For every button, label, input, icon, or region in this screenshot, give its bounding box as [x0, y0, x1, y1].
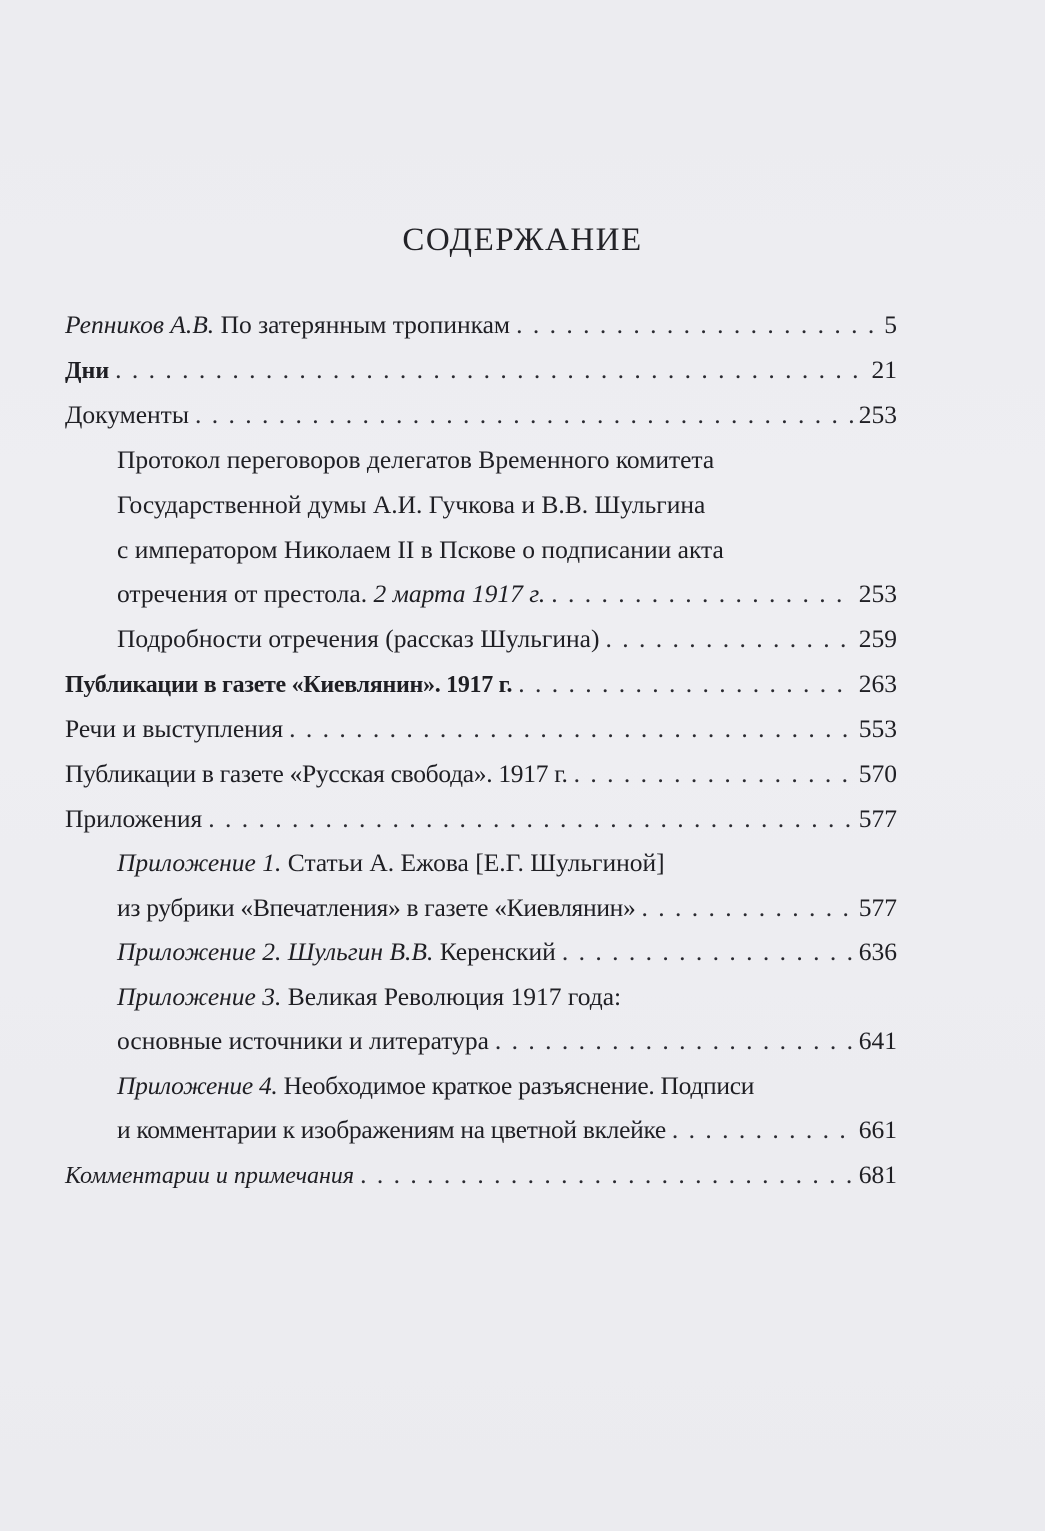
entry-title: Подробности отречения (рассказ Шульгина)	[117, 624, 600, 653]
entry-title: Дни	[65, 358, 110, 384]
entry-page-number: 570	[858, 759, 897, 788]
entry-page-number: 259	[858, 624, 897, 653]
toc-entry-speeches	[65, 709, 897, 749]
entry-page-number: 681	[858, 1160, 897, 1189]
toc-entry-protocol-line-1: Протокол переговоров делегатов Временного комитета	[117, 445, 715, 474]
leader-dots	[115, 350, 865, 390]
leader-dots	[516, 305, 878, 345]
leader-dots	[518, 664, 853, 704]
toc-entry-protocol-line-3: с императором Николаем II в Пскове о подписании акта	[117, 535, 724, 564]
toc-entry-foreword	[65, 305, 897, 345]
toc-entry-appendix-3-line-2: основные источники и литература . . . 641	[117, 1021, 897, 1061]
entry-page-number: 253	[858, 579, 897, 608]
appendix-label: Приложение 4.	[117, 1071, 278, 1100]
entry-page-number: 661	[858, 1115, 897, 1144]
entry-page-number: 21	[871, 355, 897, 384]
toc-entry-kievlyanin	[65, 664, 897, 704]
leader-dots	[551, 574, 853, 614]
toc-entry-protocol-line-2: Государственной думы А.И. Гучкова и В.В. Шульгина	[117, 490, 706, 519]
toc-entry-comments	[65, 1155, 897, 1195]
entry-author: Репников А.В.	[65, 310, 215, 339]
toc-entry-appendices	[65, 799, 897, 839]
leader-dots	[605, 619, 852, 659]
toc-entry-appendix-4-line-1: Приложение 4. Необходимое краткое разъяснение. Подписи	[117, 1071, 755, 1100]
toc-entry-protocol-line-4: отречения от престола. 2 марта 1917 г. . . . 253	[117, 574, 897, 614]
leader-dots	[208, 799, 852, 839]
entry-title: По затерянным тропинкам	[220, 310, 511, 339]
entry-author: Шульгин В.В.	[287, 937, 434, 966]
toc-entry-appendix-1-line-2: из рубрики «Впечатления» в газете «Киевлянин» . . . 577	[117, 888, 897, 928]
toc-entry-russkaya-svoboda	[65, 754, 897, 794]
entry-page-number: 636	[858, 937, 897, 966]
entry-date: 2 марта 1917 г.	[373, 579, 546, 608]
page-title: СОДЕРЖАНИЕ	[402, 222, 643, 258]
toc-entry-documents	[65, 395, 897, 435]
leader-dots	[195, 395, 853, 435]
entry-page-number: 577	[858, 804, 897, 833]
entry-page-number: 553	[858, 714, 897, 743]
leader-dots	[360, 1155, 853, 1195]
entry-title: Приложения	[65, 804, 203, 833]
entry-title: Речи и выступления	[65, 714, 284, 743]
entry-title: Документы	[65, 400, 189, 429]
appendix-label: Приложение 3.	[117, 982, 282, 1011]
leader-dots	[495, 1021, 853, 1061]
entry-page-number: 5	[884, 310, 897, 339]
entry-page-number: 577	[858, 893, 897, 922]
leader-dots	[641, 888, 852, 928]
leader-dots	[672, 1110, 853, 1150]
toc-entry-days	[65, 350, 897, 390]
toc-entry-appendix-2: Приложение 2. Шульгин В.В. Керенский . . . 636	[117, 932, 897, 972]
entry-title: Публикации в газете «Русская свобода». 1917 г.	[65, 759, 568, 788]
leader-dots	[562, 932, 853, 972]
leader-dots	[289, 709, 853, 749]
toc-entry-appendix-1-line-1: Приложение 1. Статьи А. Ежова [Е.Г. Шульгиной]	[117, 848, 665, 877]
appendix-label: Приложение 1.	[117, 848, 282, 877]
entry-page-number: 263	[858, 669, 897, 698]
entry-page-number: 641	[858, 1026, 897, 1055]
toc-entry-abdication-details	[117, 619, 897, 659]
toc-entry-appendix-4-line-2: и комментарии к изображениям на цветной вклейке . . . 661	[117, 1110, 897, 1150]
entry-title: Комментарии и примечания	[65, 1163, 355, 1189]
leader-dots	[574, 754, 853, 794]
entry-page-number: 253	[858, 400, 897, 429]
appendix-label: Приложение 2.	[117, 937, 282, 966]
toc-entry-appendix-3-line-1: Приложение 3. Великая Революция 1917 года:	[117, 982, 622, 1011]
entry-title: Публикации в газете «Киевлянин». 1917 г.	[65, 672, 513, 698]
